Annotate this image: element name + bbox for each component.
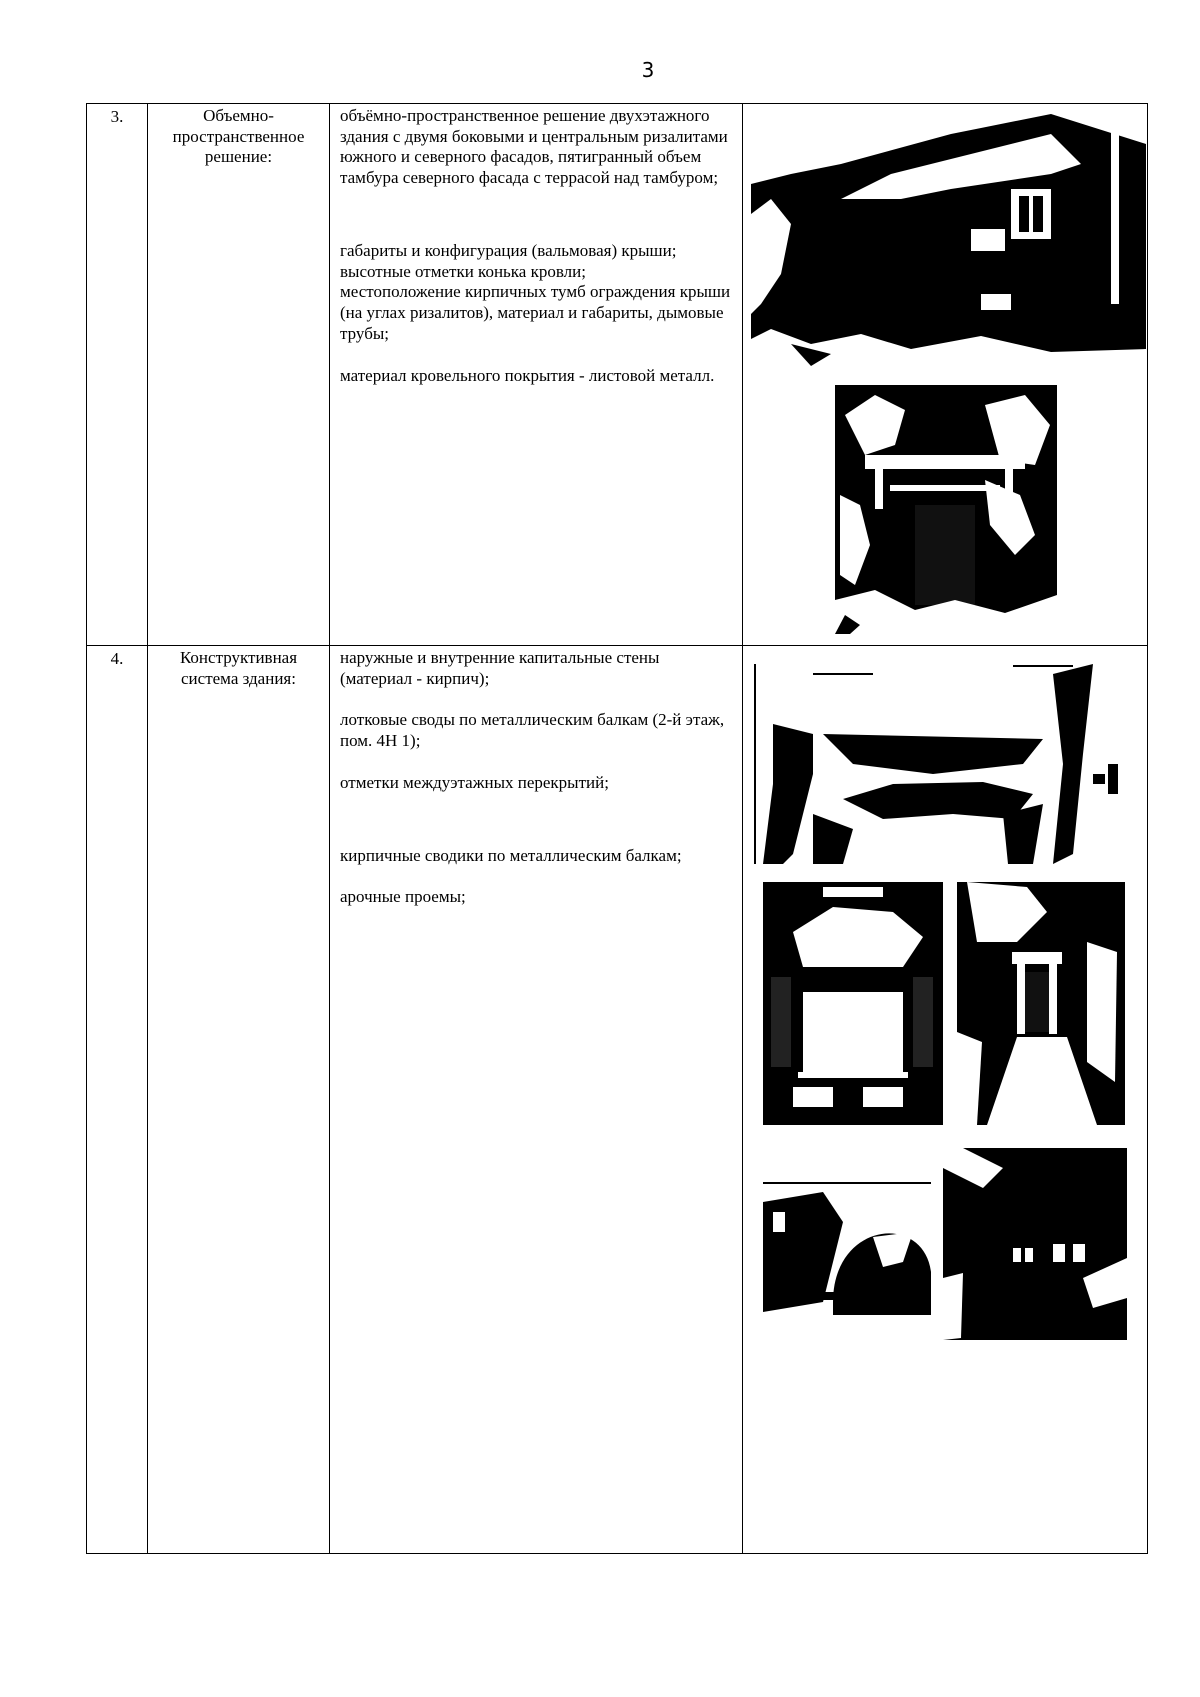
description-paragraph: кирпичные сводики по металлическим балкам; — [340, 845, 682, 865]
photo-entrance-vestibule-winter — [835, 385, 1057, 634]
description-paragraph: габариты и конфигурация (вальмовая) крыши; высотные отметки конька кровли; местоположение кирпичных тумб ограждения крыши (на углах ризалитов), материал и габариты, дымовые трубы; — [340, 240, 731, 343]
row-title-text: Объемно- пространственное решение: — [172, 106, 305, 167]
description-paragraph: арочные проемы; — [340, 887, 466, 907]
photo-interior-room — [763, 882, 943, 1125]
page-number: 3 — [641, 58, 655, 82]
photo-interior-windows — [943, 1148, 1127, 1340]
description-paragraph: отметки междуэтажных перекрытий; — [340, 772, 609, 792]
description-paragraph: материал кровельного покрытия - листовой металл. — [340, 365, 715, 385]
row-number: 4. — [87, 646, 148, 1554]
photo-building-north-facade-winter — [751, 104, 1146, 366]
row-title — [148, 646, 330, 1554]
row-photos — [743, 104, 1148, 646]
heritage-table — [86, 103, 1148, 1554]
table-row-4 — [87, 646, 1148, 1554]
photo-arched-opening — [763, 1182, 931, 1315]
row-number: 3. — [87, 104, 148, 646]
row-description — [330, 104, 743, 646]
table-row-3 — [87, 104, 1148, 646]
photo-vaulted-ceiling — [753, 654, 1131, 864]
row-title — [148, 104, 330, 646]
description-paragraph: наружные и внутренние капитальные стены (материал - кирпич); — [340, 648, 660, 688]
description-paragraph: лотковые своды по металлическим балкам (2-й этаж, пом. 4Н 1); — [340, 710, 725, 751]
photo-interior-doorway — [957, 882, 1125, 1125]
row-title-text: Конструктивная система здания: — [179, 648, 298, 688]
row-photos — [743, 646, 1148, 1554]
row-description — [330, 646, 743, 1554]
description-paragraph: объёмно-пространственное решение двухэтажного здания с двумя боковыми и центральным ризалитами южного и северного фасадов, пятигранный объем тамбура северного фасада с террасой над тамбуром; — [340, 106, 728, 188]
